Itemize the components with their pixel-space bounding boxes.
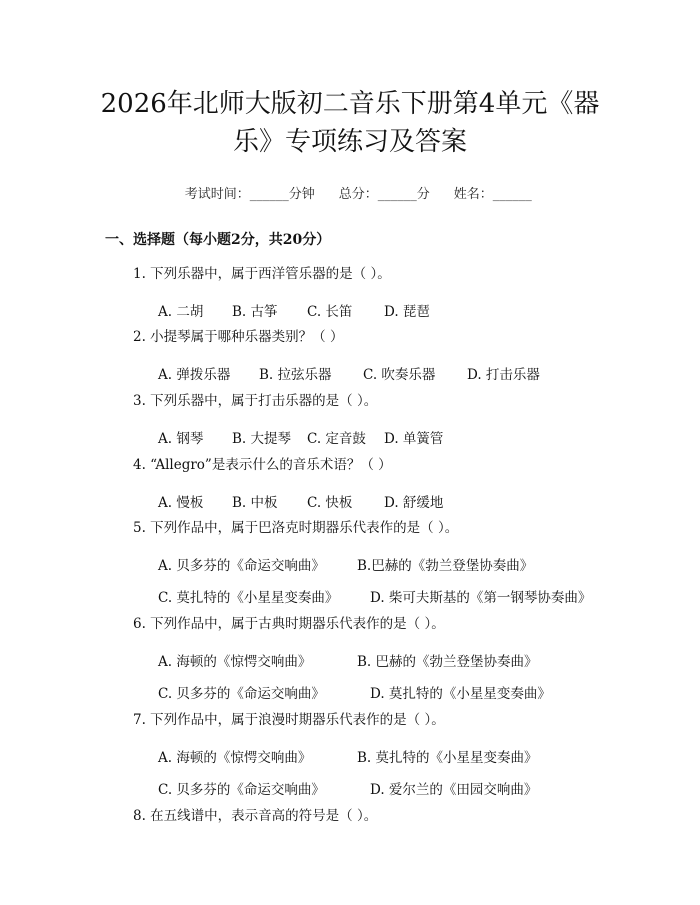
page-title-line2: 乐》专项练习及答案 xyxy=(232,127,467,157)
option-b-q7[interactable]: D. 爱尔兰的《田园交响曲》 xyxy=(370,782,538,798)
option-a-q4[interactable]: A. 慢板 xyxy=(158,495,204,511)
question-1: 1. 下列乐器中，属于西洋管乐器的是（ ）。 xyxy=(133,266,391,282)
option-b-q5[interactable]: D. 柴可夫斯基的《第一钢琴协奏曲》 xyxy=(370,590,592,606)
option-a-q7[interactable]: A. 海顿的《惊愕交响曲》 xyxy=(158,750,312,766)
option-b-q7[interactable]: B. 莫扎特的《小星星变奏曲》 xyxy=(357,750,538,766)
option-b-q3[interactable]: B. 大提琴 xyxy=(232,431,292,447)
option-d-q1[interactable]: D. 琵琶 xyxy=(384,304,430,320)
option-c-q4[interactable]: C. 快板 xyxy=(307,495,353,511)
option-a-q6[interactable]: A. 海顿的《惊愕交响曲》 xyxy=(158,654,312,670)
option-a-q3[interactable]: A. 钢琴 xyxy=(158,431,204,447)
option-d-q2[interactable]: D. 打击乐器 xyxy=(467,367,540,383)
page-title-line1: 2026年北师大版初二音乐下册第4单元《器 xyxy=(100,89,600,119)
section-title: 一、选择题（每小题2分，共20分） xyxy=(105,232,331,248)
question-8: 8. 在五线谱中，表示音高的符号是（ ）。 xyxy=(133,808,378,824)
option-c-q2[interactable]: C. 吹奏乐器 xyxy=(363,367,436,383)
total-score: 总分：______分 xyxy=(338,187,430,202)
question-4: 4. “Allegro”是表示什么的音乐术语？（ ） xyxy=(133,457,392,473)
option-a-q7[interactable]: C. 贝多芬的《命运交响曲》 xyxy=(158,782,325,798)
student-name: 姓名：______ xyxy=(453,187,532,202)
option-a-q6[interactable]: C. 贝多芬的《命运交响曲》 xyxy=(158,686,325,702)
option-b-q1[interactable]: B. 古筝 xyxy=(232,304,278,320)
option-b-q6[interactable]: B. 巴赫的《勃兰登堡协奏曲》 xyxy=(357,654,538,670)
option-d-q4[interactable]: D. 舒缓地 xyxy=(384,495,444,511)
option-a-q1[interactable]: A. 二胡 xyxy=(158,304,204,320)
option-b-q6[interactable]: D. 莫扎特的《小星星变奏曲》 xyxy=(370,686,551,702)
question-3: 3. 下列乐器中，属于打击乐器的是（ ）。 xyxy=(133,393,378,409)
question-5: 5. 下列作品中，属于巴洛克时期器乐代表作的是（ ）。 xyxy=(133,520,459,536)
option-b-q2[interactable]: B. 拉弦乐器 xyxy=(259,367,332,383)
option-d-q3[interactable]: D. 单簧管 xyxy=(384,431,444,447)
question-6: 6. 下列作品中，属于古典时期器乐代表作的是（ ）。 xyxy=(133,616,445,632)
exam-time: 考试时间：______分钟 xyxy=(184,187,315,202)
option-a-q5[interactable]: A. 贝多芬的《命运交响曲》 xyxy=(158,558,325,574)
question-7: 7. 下列作品中，属于浪漫时期器乐代表作的是（ ）。 xyxy=(133,712,445,728)
exam-meta xyxy=(0,168,700,217)
question-2: 2. 小提琴属于哪种乐器类别？（ ） xyxy=(133,329,344,345)
option-b-q5[interactable]: B.巴赫的《勃兰登堡协奏曲》 xyxy=(357,558,534,574)
option-b-q4[interactable]: B. 中板 xyxy=(232,495,278,511)
option-a-q5[interactable]: C. 莫扎特的《小星星变奏曲》 xyxy=(158,590,339,606)
option-c-q3[interactable]: C. 定音鼓 xyxy=(307,431,366,447)
option-a-q2[interactable]: A. 弹拨乐器 xyxy=(158,367,231,383)
option-c-q1[interactable]: C. 长笛 xyxy=(307,304,353,320)
